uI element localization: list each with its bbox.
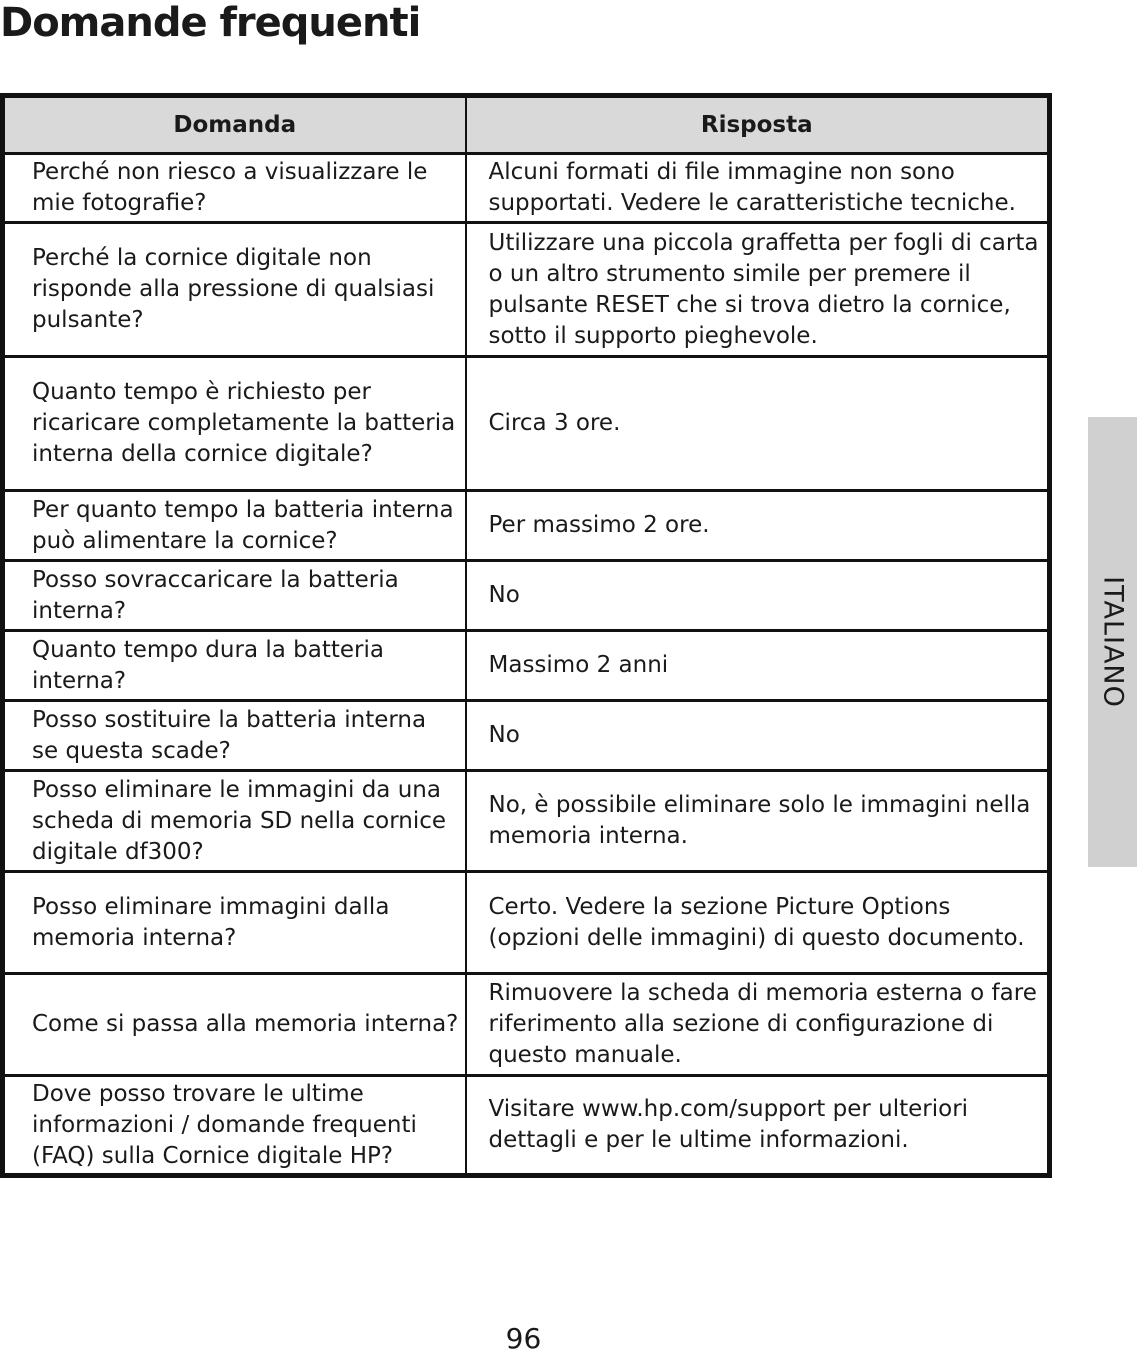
question-cell: Posso eliminare immagini dalla memoria interna? <box>3 872 466 974</box>
table-row <box>3 154 1050 223</box>
table-row <box>3 974 1050 1076</box>
page-number: 96 <box>505 1322 542 1355</box>
answer-cell: No, è possibile eliminare solo le immagini nella memoria interna. <box>466 771 1050 872</box>
table-row <box>3 631 1050 701</box>
table-row <box>3 701 1050 771</box>
table-row <box>3 872 1050 974</box>
table-header-row <box>3 96 1050 154</box>
question-cell: Come si passa alla memoria interna? <box>3 974 466 1076</box>
answer-cell: No <box>466 701 1050 771</box>
question-cell: Quanto tempo dura la batteria interna? <box>3 631 466 701</box>
table-row <box>3 771 1050 872</box>
column-header-question: Domanda <box>3 96 466 154</box>
table-row <box>3 491 1050 561</box>
faq-table <box>0 93 1052 1178</box>
language-tab-label: ITALIANO <box>1097 576 1128 708</box>
answer-cell: Utilizzare una piccola graffetta per fogli di carta o un altro strumento simile per premere il pulsante RESET che si trova dietro la cornice, sotto il supporto pieghevole. <box>466 223 1050 357</box>
question-cell: Perché la cornice digitale non risponde alla pressione di qualsiasi pulsante? <box>3 223 466 357</box>
question-cell: Posso eliminare le immagini da una scheda di memoria SD nella cornice digitale df300? <box>3 771 466 872</box>
answer-cell: Per massimo 2 ore. <box>466 491 1050 561</box>
answer-cell: Alcuni formati di file immagine non sono supportati. Vedere le caratteristiche tecniche. <box>466 154 1050 223</box>
table-row <box>3 1076 1050 1176</box>
question-cell: Posso sovraccaricare la batteria interna? <box>3 561 466 631</box>
question-cell: Per quanto tempo la batteria interna può alimentare la cornice? <box>3 491 466 561</box>
question-cell: Quanto tempo è richiesto per ricaricare completamente la batteria interna della cornice digitale? <box>3 357 466 491</box>
answer-cell: Circa 3 ore. <box>466 357 1050 491</box>
table-row <box>3 223 1050 357</box>
answer-cell: Rimuovere la scheda di memoria esterna o fare riferimento alla sezione di configurazione di questo manuale. <box>466 974 1050 1076</box>
page-title: Domande frequenti <box>0 0 421 46</box>
answer-cell: Massimo 2 anni <box>466 631 1050 701</box>
table-row <box>3 561 1050 631</box>
answer-cell: No <box>466 561 1050 631</box>
language-side-tab <box>1088 417 1137 867</box>
answer-cell: Certo. Vedere la sezione Picture Options (opzioni delle immagini) di questo documento. <box>466 872 1050 974</box>
question-cell: Dove posso trovare le ultime informazioni / domande frequenti (FAQ) sulla Cornice digitale HP? <box>3 1076 466 1176</box>
table-row <box>3 357 1050 491</box>
column-header-answer: Risposta <box>466 96 1050 154</box>
answer-cell: Visitare www.hp.com/support per ulteriori dettagli e per le ultime informazioni. <box>466 1076 1050 1176</box>
question-cell: Perché non riesco a visualizzare le mie fotografie? <box>3 154 466 223</box>
question-cell: Posso sostituire la batteria interna se questa scade? <box>3 701 466 771</box>
